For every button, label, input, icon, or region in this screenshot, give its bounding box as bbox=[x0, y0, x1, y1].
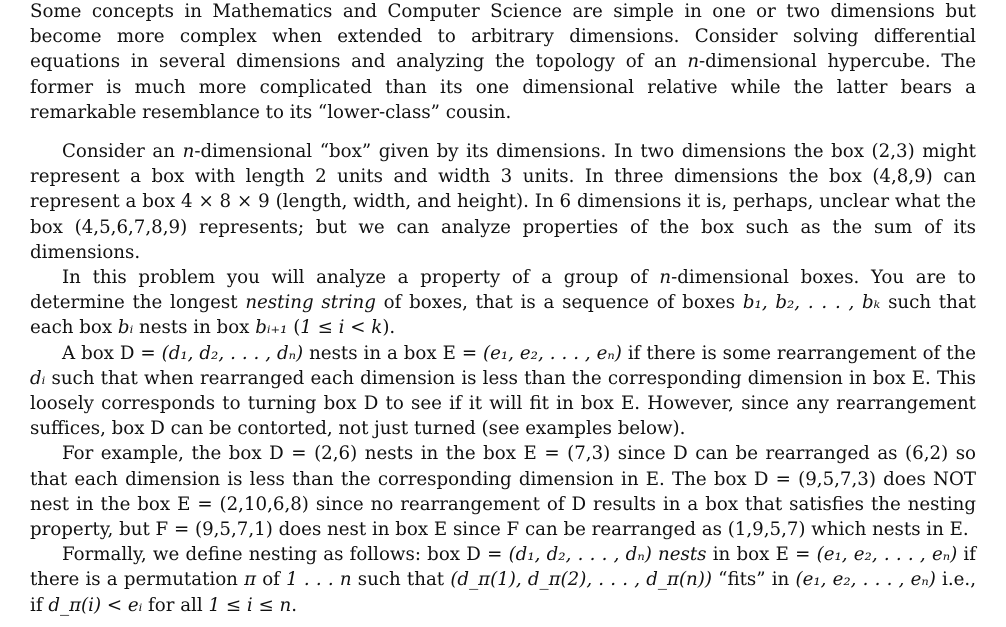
math-expression: (d_π(1), d_π(2), . . . , d_π(n)) bbox=[450, 569, 712, 591]
math-expression: (e₁, e₂, . . . , eₙ) bbox=[795, 569, 936, 591]
text-run: such that each box bbox=[30, 292, 976, 339]
math-expression: b₁, b₂, . . . , bₖ bbox=[742, 292, 881, 314]
math-expression: (e₁, e₂, . . . , eₙ) bbox=[816, 544, 958, 566]
text-run: In this problem you will analyze a property of a group of bbox=[62, 267, 660, 289]
text-run: if there is a permutation bbox=[30, 544, 976, 591]
paragraph-6 bbox=[30, 542, 976, 618]
text-run: -dimensional hypercube. The former is much more complicated than its one dimensional relative while the latter bears a remarkable resemblance to its “lower-class” cousin. bbox=[30, 51, 976, 123]
math-expression: n bbox=[182, 141, 195, 163]
math-expression: d_π(i) < eᵢ bbox=[48, 594, 143, 616]
text-run: such that when rearranged each dimension is less than the corresponding dimension in box E. This loosely corresponds to turning box D to see if it will fit in box E. However, since any rearrangement suffices, box D can be contorted, not just turned (see examples below). bbox=[30, 367, 976, 440]
text-run: A box D = bbox=[62, 342, 162, 364]
text-run: nests in box bbox=[133, 317, 256, 339]
text-run: . bbox=[291, 594, 297, 616]
math-expression: 1 ≤ i ≤ n bbox=[208, 594, 292, 616]
paragraph-3 bbox=[30, 265, 976, 341]
math-expression: (e₁, e₂, . . . , eₙ) bbox=[483, 342, 622, 364]
text-run: i.e., if bbox=[30, 569, 976, 616]
text-run: such that bbox=[351, 569, 451, 591]
text-run: of bbox=[256, 569, 287, 591]
document-body bbox=[30, 0, 976, 618]
math-expression: n bbox=[687, 51, 700, 73]
text-run: if there is some rearrangement of the bbox=[621, 342, 976, 364]
paragraph-1 bbox=[30, 0, 976, 125]
math-expression: 1 . . . n bbox=[286, 569, 352, 591]
paragraph-5 bbox=[30, 441, 976, 542]
math-expression: 1 ≤ i < k bbox=[300, 317, 383, 339]
math-expression: π bbox=[244, 569, 257, 591]
text-run: ( bbox=[287, 317, 301, 339]
paragraph-4 bbox=[30, 341, 976, 442]
text-run: of boxes, that is a sequence of boxes bbox=[375, 292, 743, 314]
text-run: Consider an bbox=[62, 141, 183, 163]
text-run: ). bbox=[382, 317, 396, 339]
text-run: Some concepts in Mathematics and Computer Science are simple in one or two dimensions but become more complex when extended to arbitrary dimensions. Consider solving differential equations in several dimensions and analyzing the topology of an bbox=[30, 1, 976, 73]
text-run: for all bbox=[142, 594, 209, 616]
text-run: nests in a box E = bbox=[303, 342, 484, 364]
text-run: -dimensional “box” given by its dimensions. In two dimensions the box (2,3) might represent a box with length 2 units and width 3 units. In three dimensions the box (4,8,9) can represent a box 4 × 8 × 9 (length, width, and height). In 6 dimensions it is, perhaps, unclear what the box (4,5,6,7,8,9) represents; but we can analyze properties of the box such as the sum of its dimensions. bbox=[30, 141, 976, 263]
text-run: -dimensional boxes. You are to determine the longest bbox=[30, 267, 976, 314]
emphasized-text: nests bbox=[658, 544, 707, 566]
math-expression: bᵢ₊₁ bbox=[255, 317, 288, 339]
math-expression: (d₁, d₂, . . . , dₙ) bbox=[161, 342, 304, 364]
text-run: “fits” in bbox=[711, 569, 796, 591]
math-expression: n bbox=[659, 267, 672, 289]
text-run: in box E = bbox=[706, 544, 817, 566]
paragraph-2 bbox=[30, 139, 976, 265]
math-expression: dᵢ bbox=[30, 367, 46, 389]
text-run: For example, the box D = (2,6) nests in the box E = (7,3) since D can be rearranged as (6,2) so that each dimension is less than the corresponding dimension in E. The box D = (9,5,7,3) does NOT nest in the box E = (2,10,6,8) since no rearrangement of D results in a box that satisfies the nesting property, but F = (9,5,7,1) does nest in box E since F can be rearranged as (1,9,5,7) which nests in E. bbox=[30, 443, 976, 541]
emphasized-text: nesting string bbox=[245, 292, 376, 314]
math-expression: (d₁, d₂, . . . , dₙ) bbox=[508, 544, 652, 566]
math-expression: bᵢ bbox=[117, 317, 134, 339]
text-run: Formally, we define nesting as follows: box D = bbox=[62, 544, 509, 566]
